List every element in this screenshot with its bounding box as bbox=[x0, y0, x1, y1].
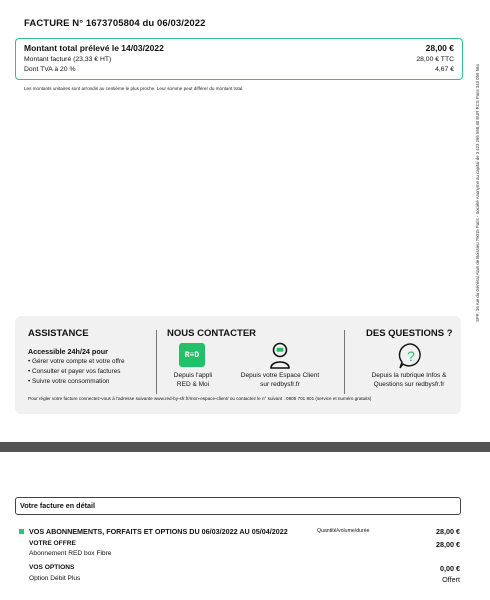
app-caption-line: RED & Moi bbox=[176, 381, 210, 388]
billed-value: 28,00 € TTC bbox=[416, 56, 454, 63]
quantity-column-label: Quantité/volume/durée bbox=[317, 528, 370, 534]
vat-value: 4,67 € bbox=[435, 66, 454, 73]
total-row bbox=[24, 43, 454, 53]
assistance-bullet: • Suivre votre consommation bbox=[28, 378, 110, 385]
side-legal-text bbox=[471, 12, 485, 322]
assistance-bullet: • Consulter et payer vos factures bbox=[28, 368, 121, 375]
rounding-note: Les montants unitaires sont arrondis au centième le plus proche. Leur somme peut différer du montant total. bbox=[24, 86, 244, 91]
options-value: 0,00 € bbox=[440, 564, 460, 573]
client-caption-line: Depuis votre Espace Client bbox=[240, 372, 320, 379]
assistance-title: ASSISTANCE bbox=[28, 328, 89, 339]
app-caption bbox=[163, 371, 223, 389]
options-label: VOS OPTIONS bbox=[29, 564, 75, 571]
divider bbox=[344, 330, 345, 394]
vat-row bbox=[24, 66, 454, 73]
faq-caption-line: Questions sur redbysfr.fr bbox=[373, 381, 445, 388]
total-summary-box bbox=[15, 38, 463, 80]
option-status: Offert bbox=[442, 575, 460, 584]
assistance-subtitle: Accessible 24h/24 pour bbox=[28, 347, 108, 356]
app-caption-line: Depuis l'appli bbox=[173, 372, 213, 379]
offer-label: VOTRE OFFRE bbox=[29, 540, 76, 547]
faq-caption bbox=[354, 371, 464, 389]
vat-label: Dont TVA à 20 % bbox=[24, 66, 76, 73]
page-separator bbox=[0, 442, 490, 452]
invoice-title: FACTURE N° 1673705804 du 06/03/2022 bbox=[24, 18, 206, 29]
client-caption bbox=[228, 371, 332, 389]
assistance-panel bbox=[15, 316, 461, 414]
question-bubble-icon[interactable] bbox=[397, 342, 425, 370]
assistance-bullet: • Gérer votre compte et votre offre bbox=[28, 358, 125, 365]
faq-caption-line: Depuis la rubrique Infos & bbox=[371, 372, 447, 379]
questions-title: DES QUESTIONS ? bbox=[366, 328, 453, 339]
side-legal-label: SFR, 16 rue du Général Alain de Boissieu 75015 Paris - Société Anonyme au capital de 3 423 265 598,40 EUR RCS Paris 343 059 564 bbox=[475, 64, 480, 322]
svg-text:?: ? bbox=[407, 348, 415, 364]
divider bbox=[156, 330, 157, 394]
section-bullet-icon bbox=[19, 529, 24, 534]
contact-title: NOUS CONTACTER bbox=[167, 328, 257, 339]
red-app-icon[interactable]: R≡D bbox=[179, 343, 205, 367]
payment-info-text: Pour régler votre facture connectez-vous à l'adresse suivante www.red-by-sfr.fr/mon-espace-client/ ou contactez le n° suivant : 0805 701 801 (service et numéro gratuits) bbox=[28, 396, 372, 401]
client-caption-line: sur redbysfr.fr bbox=[260, 381, 300, 388]
section-title: VOS ABONNEMENTS, FORFAITS ET OPTIONS DU 06/03/2022 AU 05/04/2022 bbox=[29, 527, 288, 536]
user-account-icon[interactable] bbox=[269, 341, 291, 369]
detail-header-box bbox=[15, 497, 461, 515]
offer-name: Abonnement RED box Fibre bbox=[29, 550, 112, 557]
total-label: Montant total prélevé le 14/03/2022 bbox=[24, 43, 164, 53]
offer-value: 28,00 € bbox=[436, 540, 460, 549]
billed-label: Montant facturé (23,33 € HT) bbox=[24, 56, 112, 63]
detail-title: Votre facture en détail bbox=[20, 501, 95, 510]
billed-row bbox=[24, 56, 454, 63]
option-name: Option Débit Plus bbox=[29, 575, 81, 582]
section-total: 28,00 € bbox=[436, 527, 460, 536]
total-value: 28,00 € bbox=[425, 43, 454, 53]
